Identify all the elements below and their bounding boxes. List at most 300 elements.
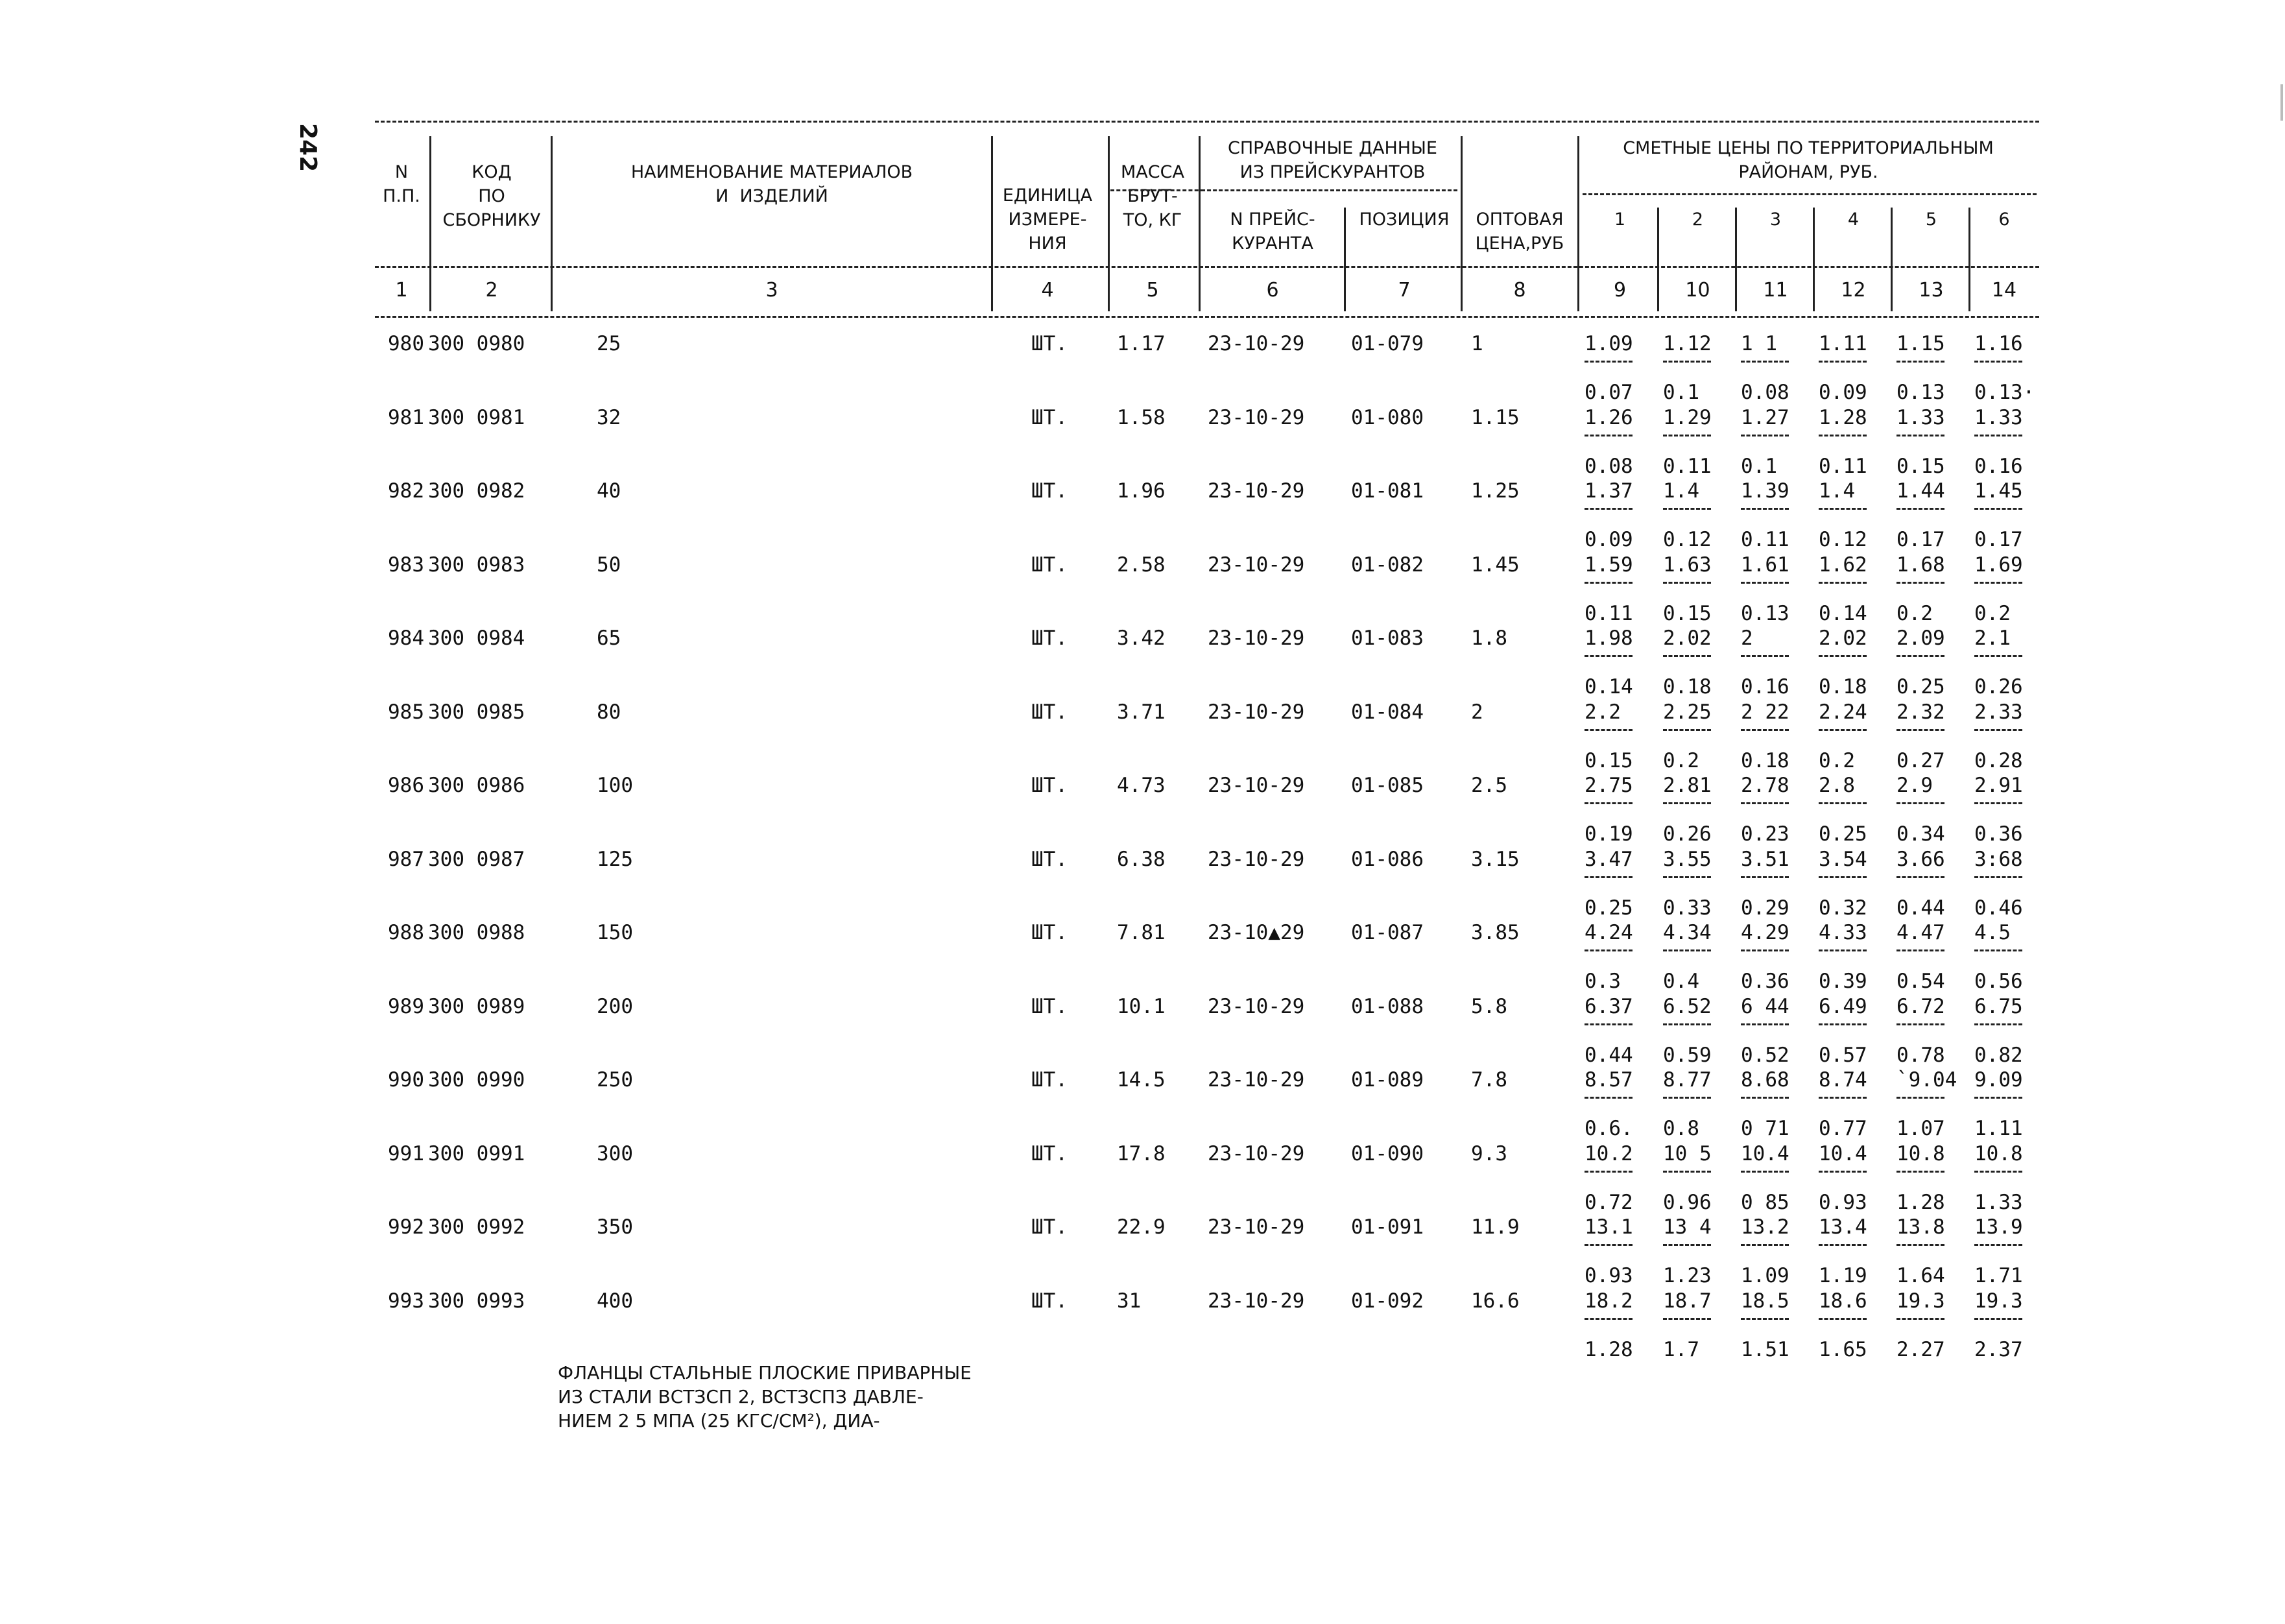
price-divider: [1585, 655, 1633, 657]
transport-cost: 0.78: [1896, 1043, 1945, 1067]
row-unit: ШТ.: [1031, 405, 1068, 429]
region-price: 1.44: [1896, 479, 1945, 503]
transport-cost: 0.15: [1663, 601, 1712, 625]
row-position: 01-087: [1351, 921, 1424, 944]
transport-cost: 0.18: [1741, 748, 1789, 772]
row-position: 01-080: [1351, 405, 1424, 429]
price-divider: [1741, 729, 1789, 731]
region-price: 10.8: [1896, 1141, 1945, 1165]
row-position: 01-088: [1351, 994, 1424, 1018]
region-price: 13.4: [1819, 1215, 1867, 1239]
row-pricelist: 23-10-29: [1208, 1068, 1305, 1092]
row-name: 65: [597, 627, 621, 650]
region-price: 1.69: [1974, 553, 2023, 577]
price-divider: [1663, 361, 1711, 363]
transport-cost: 0.2: [1896, 601, 1933, 625]
col-header-regions: СМЕТНЫЕ ЦЕНЫ ПО ТЕРРИТОРИАЛЬНЫМ РАЙОНАМ, РУБ.: [1623, 138, 1994, 182]
region-price: 13.8: [1896, 1215, 1945, 1239]
row-number: 988: [388, 921, 424, 944]
row-name: 200: [597, 994, 633, 1018]
region-price: 13.1: [1585, 1215, 1633, 1239]
row-unit: ШТ.: [1031, 1141, 1068, 1165]
price-divider: [1741, 949, 1789, 951]
price-divider: [1819, 1318, 1867, 1320]
row-unit: ШТ.: [1031, 774, 1068, 797]
price-divider: [1974, 1023, 2022, 1025]
price-divider: [1896, 361, 1944, 363]
price-divider: [1585, 1171, 1633, 1173]
price-divider: [1585, 876, 1633, 878]
colnum-1: 1: [395, 279, 408, 302]
row-mass: 3.71: [1117, 700, 1166, 724]
row-name: 150: [597, 921, 633, 944]
region-price: 2.8: [1819, 774, 1855, 797]
transport-cost: 0.12: [1663, 528, 1712, 551]
header-sub-rule: [1201, 189, 1457, 191]
row-unit: ШТ.: [1031, 332, 1068, 355]
col-header-pricelist: N ПРЕЙС- КУРАНТА: [1230, 209, 1315, 254]
colnum-4: 4: [1041, 279, 1054, 302]
price-divider: [1896, 1171, 1944, 1173]
col-header-mass: МАССА БРУТ- ТО, КГ: [1121, 162, 1184, 230]
colnum-8: 8: [1513, 279, 1526, 302]
row-wholesale: 16.6: [1471, 1289, 1520, 1313]
transport-cost: 0.36: [1741, 970, 1789, 993]
row-pricelist: 23-10-29: [1208, 332, 1305, 355]
row-mass: 1.17: [1117, 332, 1166, 355]
row-number: 981: [388, 405, 424, 429]
col-divider: [1199, 136, 1201, 311]
region-price: 1.4: [1663, 479, 1699, 503]
price-divider: [1741, 361, 1789, 363]
price-divider: [1974, 655, 2022, 657]
region-price: 4.29: [1741, 921, 1789, 944]
header-top-rule: [375, 121, 2039, 123]
row-wholesale: 2.5: [1471, 774, 1507, 797]
price-divider: [1585, 361, 1633, 363]
region-price: 1.62: [1819, 553, 1867, 577]
transport-cost: 1.23: [1663, 1264, 1712, 1287]
transport-cost: 0.07: [1585, 381, 1633, 404]
row-pricelist: 23-10-29: [1208, 1289, 1305, 1313]
row-mass: 22.9: [1117, 1215, 1166, 1239]
region-price: 1.29: [1663, 405, 1712, 429]
colnum-12: 12: [1841, 279, 1866, 302]
price-divider: [1585, 508, 1633, 510]
row-number: 980: [388, 332, 424, 355]
region-price: 2.02: [1819, 627, 1867, 650]
region-header-5: 5: [1925, 209, 1937, 230]
region-price: 1.45: [1974, 479, 2023, 503]
colnum-7: 7: [1398, 279, 1411, 302]
region-header-3: 3: [1769, 209, 1782, 230]
region-price: 3.54: [1819, 847, 1867, 871]
price-divider: [1741, 876, 1789, 878]
row-name: 125: [597, 847, 633, 871]
transport-cost: 1.64: [1896, 1264, 1945, 1287]
region-price: 2.24: [1819, 700, 1867, 724]
price-divider: [1819, 1097, 1867, 1099]
transport-cost: 0.11: [1819, 454, 1867, 478]
price-divider: [1974, 582, 2022, 584]
price-divider: [1663, 1318, 1711, 1320]
price-divider: [1896, 655, 1944, 657]
region-price: 1.28: [1819, 405, 1867, 429]
row-code: 300 0980: [428, 332, 525, 355]
row-position: 01-083: [1351, 627, 1424, 650]
row-code: 300 0982: [428, 479, 525, 503]
row-wholesale: 5.8: [1471, 994, 1507, 1018]
row-wholesale: 1.25: [1471, 479, 1520, 503]
transport-cost: 0.13·: [1974, 381, 2035, 404]
price-divider: [1819, 949, 1867, 951]
region-price: 3:68: [1974, 847, 2023, 871]
price-divider: [1974, 1244, 2022, 1246]
region-price: 2.02: [1663, 627, 1712, 650]
colnum-5: 5: [1146, 279, 1159, 302]
region-price: 1.59: [1585, 553, 1633, 577]
transport-cost: 0.13: [1741, 601, 1789, 625]
row-pricelist: 23-10-29: [1208, 700, 1305, 724]
region-price: 2.32: [1896, 700, 1945, 724]
transport-cost: 1.28: [1896, 1190, 1945, 1214]
row-code: 300 0987: [428, 847, 525, 871]
price-divider: [1819, 655, 1867, 657]
price-divider: [1896, 1318, 1944, 1320]
region-price: 3.51: [1741, 847, 1789, 871]
region-price: 10.2: [1585, 1141, 1633, 1165]
transport-cost: 0.44: [1585, 1043, 1633, 1067]
col-divider: [1108, 136, 1110, 311]
region-price: 1.15: [1896, 332, 1945, 355]
price-divider: [1974, 361, 2022, 363]
col-header-name: НАИМЕНОВАНИЕ МАТЕРИАЛОВ И ИЗДЕЛИЙ: [630, 162, 913, 206]
region-price: 2.75: [1585, 774, 1633, 797]
price-divider: [1819, 802, 1867, 804]
row-unit: ШТ.: [1031, 479, 1068, 503]
row-name: 80: [597, 700, 621, 724]
price-divider: [1741, 1023, 1789, 1025]
region-header-1: 1: [1614, 209, 1626, 230]
region-price: 13 4: [1663, 1215, 1712, 1239]
transport-cost: 0.39: [1819, 970, 1867, 993]
row-code: 300 0992: [428, 1215, 525, 1239]
row-mass: 14.5: [1117, 1068, 1166, 1092]
region-price: 1.68: [1896, 553, 1945, 577]
transport-cost: 0.6.: [1585, 1117, 1633, 1140]
price-divider: [1974, 802, 2022, 804]
price-divider: [1663, 435, 1711, 436]
region-price: 18.5: [1741, 1289, 1789, 1313]
price-divider: [1819, 1244, 1867, 1246]
section-caption: ФЛАНЦЫ СТАЛЬНЫЕ ПЛОСКИЕ ПРИВАРНЫЕ ИЗ СТАЛИ ВСТЗСП 2, ВСТЗСПЗ ДАВЛЕ- НИЕМ 2 5 МПА (25 КГС/СМ²), ДИА-: [558, 1362, 972, 1431]
row-wholesale: 9.3: [1471, 1141, 1507, 1165]
row-pricelist: 23-10-29: [1208, 627, 1305, 650]
transport-cost: 0.09: [1819, 381, 1867, 404]
transport-cost: 0.26: [1663, 822, 1712, 846]
region-price: 8.77: [1663, 1068, 1712, 1092]
price-divider: [1585, 1023, 1633, 1025]
transport-cost: 0.2: [1663, 748, 1699, 772]
col-header-position: ПОЗИЦИЯ: [1359, 209, 1450, 230]
transport-cost: 0.14: [1819, 601, 1867, 625]
region-price: 6.52: [1663, 994, 1712, 1018]
transport-cost: 0.32: [1819, 896, 1867, 920]
row-position: 01-091: [1351, 1215, 1424, 1239]
row-position: 01-082: [1351, 553, 1424, 577]
region-price: 1.16: [1974, 332, 2023, 355]
price-divider: [1896, 729, 1944, 731]
transport-cost: 0.18: [1663, 675, 1712, 699]
transport-cost: 0 85: [1741, 1190, 1789, 1214]
region-price: `9.04: [1896, 1068, 1957, 1092]
row-mass: 1.96: [1117, 479, 1166, 503]
transport-cost: 0.12: [1819, 528, 1867, 551]
region-price: 2.78: [1741, 774, 1789, 797]
price-divider: [1585, 1244, 1633, 1246]
price-divider: [1974, 1171, 2022, 1173]
price-divider: [1819, 435, 1867, 436]
price-divider: [1896, 435, 1944, 436]
price-divider: [1585, 802, 1633, 804]
row-name: 250: [597, 1068, 633, 1092]
region-price: 3.47: [1585, 847, 1633, 871]
price-divider: [1974, 876, 2022, 878]
region-price: 13.9: [1974, 1215, 2023, 1239]
row-mass: 2.58: [1117, 553, 1166, 577]
transport-cost: 0.2: [1974, 601, 2011, 625]
price-divider: [1663, 1244, 1711, 1246]
row-wholesale: 3.85: [1471, 921, 1520, 944]
header-sub-rule: [1110, 189, 1204, 191]
row-mass: 6.38: [1117, 847, 1166, 871]
price-divider: [1974, 1097, 2022, 1099]
price-divider: [1585, 1318, 1633, 1320]
region-price: 4.5: [1974, 921, 2011, 944]
transport-cost: 0.15: [1585, 748, 1633, 772]
row-name: 350: [597, 1215, 633, 1239]
region-price: 1.12: [1663, 332, 1712, 355]
region-price: 2.25: [1663, 700, 1712, 724]
transport-cost: 0.26: [1974, 675, 2023, 699]
price-divider: [1663, 876, 1711, 878]
price-divider: [1585, 435, 1633, 436]
colnum-bottom-rule: [375, 316, 2039, 318]
region-price: 1.37: [1585, 479, 1633, 503]
region-price: 10.8: [1974, 1141, 2023, 1165]
transport-cost: 0.19: [1585, 822, 1633, 846]
price-divider: [1896, 802, 1944, 804]
row-position: 01-089: [1351, 1068, 1424, 1092]
colnum-10: 10: [1685, 279, 1710, 302]
row-number: 991: [388, 1141, 424, 1165]
price-divider: [1819, 1171, 1867, 1173]
transport-cost: 0.27: [1896, 748, 1945, 772]
row-name: 300: [597, 1141, 633, 1165]
row-code: 300 0988: [428, 921, 525, 944]
region-price: 2.33: [1974, 700, 2023, 724]
price-divider: [1663, 1171, 1711, 1173]
row-mass: 7.81: [1117, 921, 1166, 944]
transport-cost: 0.1: [1741, 454, 1777, 478]
transport-cost: 2.37: [1974, 1337, 2023, 1361]
price-divider: [1663, 508, 1711, 510]
region-price: 6.72: [1896, 994, 1945, 1018]
price-divider: [1974, 508, 2022, 510]
transport-cost: 0.08: [1741, 381, 1789, 404]
price-divider: [1663, 729, 1711, 731]
row-wholesale: 3.15: [1471, 847, 1520, 871]
row-number: 989: [388, 994, 424, 1018]
transport-cost: 1.7: [1663, 1337, 1699, 1361]
price-divider: [1896, 1244, 1944, 1246]
price-divider: [1974, 729, 2022, 731]
col-header-reference: СПРАВОЧНЫЕ ДАННЫЕ ИЗ ПРЕЙСКУРАНТОВ: [1227, 138, 1437, 182]
colnum-14: 14: [1991, 279, 2017, 302]
transport-cost: 0.11: [1585, 601, 1633, 625]
price-divider: [1741, 655, 1789, 657]
region-header-2: 2: [1692, 209, 1704, 230]
region-price: 1.33: [1974, 405, 2023, 429]
page-number: 242: [294, 123, 321, 173]
transport-cost: 0.72: [1585, 1190, 1633, 1214]
region-price: 1.39: [1741, 479, 1789, 503]
col-divider: [1891, 208, 1893, 311]
col-divider: [1735, 208, 1737, 311]
col-header-wholesale: ОПТОВАЯ ЦЕНА,РУБ: [1475, 209, 1564, 254]
region-price: 4.33: [1819, 921, 1867, 944]
row-number: 984: [388, 627, 424, 650]
transport-cost: 1.09: [1741, 1264, 1789, 1287]
col-divider: [551, 136, 553, 311]
row-code: 300 0993: [428, 1289, 525, 1313]
price-divider: [1819, 876, 1867, 878]
scan-edge: [2280, 84, 2283, 121]
price-divider: [1819, 1023, 1867, 1025]
transport-cost: 0.11: [1741, 528, 1789, 551]
row-pricelist: 23-10-29: [1208, 994, 1305, 1018]
price-divider: [1819, 582, 1867, 584]
transport-cost: 0.77: [1819, 1117, 1867, 1140]
row-name: 400: [597, 1289, 633, 1313]
colnum-13: 13: [1919, 279, 1944, 302]
region-price: 1.33: [1896, 405, 1945, 429]
price-divider: [1896, 582, 1944, 584]
row-position: 01-081: [1351, 479, 1424, 503]
transport-cost: 2.27: [1896, 1337, 1945, 1361]
price-divider: [1974, 435, 2022, 436]
transport-cost: 0.33: [1663, 896, 1712, 920]
transport-cost: 0.93: [1585, 1264, 1633, 1287]
header-sub-rule: [1583, 193, 2037, 195]
colnum-9: 9: [1613, 279, 1627, 302]
row-number: 982: [388, 479, 424, 503]
transport-cost: 1.33: [1974, 1190, 2023, 1214]
row-pricelist: 23-10-29: [1208, 1141, 1305, 1165]
region-price: 2.2: [1585, 700, 1621, 724]
col-divider: [429, 136, 431, 311]
row-pricelist: 23-10-29: [1208, 553, 1305, 577]
region-price: 6.75: [1974, 994, 2023, 1018]
region-price: 6.37: [1585, 994, 1633, 1018]
transport-cost: 0.36: [1974, 822, 2023, 846]
row-name: 40: [597, 479, 621, 503]
price-divider: [1896, 1023, 1944, 1025]
region-price: 2.9: [1896, 774, 1933, 797]
transport-cost: 0.16: [1741, 675, 1789, 699]
price-divider: [1741, 435, 1789, 436]
region-price: 8.68: [1741, 1068, 1789, 1092]
row-number: 983: [388, 553, 424, 577]
transport-cost: 0.25: [1896, 675, 1945, 699]
price-divider: [1741, 1097, 1789, 1099]
transport-cost: 0.96: [1663, 1190, 1712, 1214]
col-header-code: КОД ПО СБОРНИКУ: [442, 162, 541, 230]
region-price: 1.63: [1663, 553, 1712, 577]
region-price: 2: [1741, 627, 1753, 650]
row-code: 300 0989: [428, 994, 525, 1018]
transport-cost: 0.17: [1974, 528, 2023, 551]
price-divider: [1585, 1097, 1633, 1099]
region-price: 1.11: [1819, 332, 1867, 355]
transport-cost: 1.28: [1585, 1337, 1633, 1361]
transport-cost: 0.2: [1819, 748, 1855, 772]
region-price: 1.09: [1585, 332, 1633, 355]
transport-cost: 0.34: [1896, 822, 1945, 846]
price-divider: [1896, 876, 1944, 878]
row-position: 01-085: [1351, 774, 1424, 797]
transport-cost: 0.82: [1974, 1043, 2023, 1067]
region-price: 18.6: [1819, 1289, 1867, 1313]
transport-cost: 0.16: [1974, 454, 2023, 478]
transport-cost: 0.46: [1974, 896, 2023, 920]
row-number: 993: [388, 1289, 424, 1313]
row-unit: ШТ.: [1031, 627, 1068, 650]
row-position: 01-090: [1351, 1141, 1424, 1165]
transport-cost: 1.19: [1819, 1264, 1867, 1287]
row-name: 100: [597, 774, 633, 797]
transport-cost: 0.09: [1585, 528, 1633, 551]
transport-cost: 0.44: [1896, 896, 1945, 920]
row-code: 300 0981: [428, 405, 525, 429]
row-wholesale: 1.15: [1471, 405, 1520, 429]
transport-cost: 0.54: [1896, 970, 1945, 993]
transport-cost: 0 71: [1741, 1117, 1789, 1140]
transport-cost: 0.25: [1585, 896, 1633, 920]
row-code: 300 0986: [428, 774, 525, 797]
row-position: 01-092: [1351, 1289, 1424, 1313]
transport-cost: 0.59: [1663, 1043, 1712, 1067]
colnum-3: 3: [765, 279, 778, 302]
row-code: 300 0983: [428, 553, 525, 577]
transport-cost: 0.11: [1663, 454, 1712, 478]
transport-cost: 1.65: [1819, 1337, 1867, 1361]
row-code: 300 0984: [428, 627, 525, 650]
colnum-6: 6: [1266, 279, 1279, 302]
row-wholesale: 7.8: [1471, 1068, 1507, 1092]
region-price: 9.09: [1974, 1068, 2023, 1092]
colnum-2: 2: [485, 279, 498, 302]
row-pricelist: 23-10-29: [1208, 847, 1305, 871]
col-divider: [1968, 208, 1970, 311]
row-name: 32: [597, 405, 621, 429]
transport-cost: 0.15: [1896, 454, 1945, 478]
row-unit: ШТ.: [1031, 1068, 1068, 1092]
price-divider: [1663, 1023, 1711, 1025]
region-price: 18.2: [1585, 1289, 1633, 1313]
transport-cost: 0.8: [1663, 1117, 1699, 1140]
region-price: 13.2: [1741, 1215, 1789, 1239]
